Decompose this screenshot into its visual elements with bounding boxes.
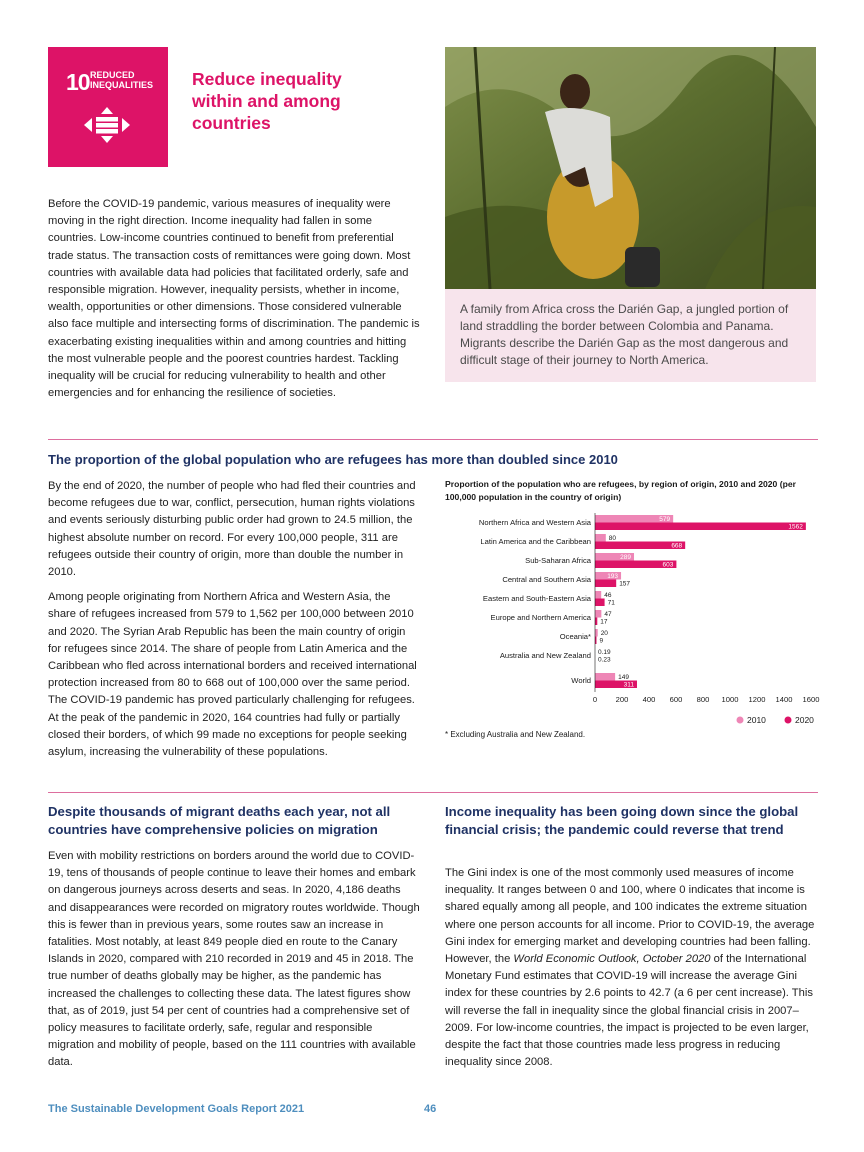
footer-report-title: The Sustainable Development Goals Report 2021 <box>48 1103 305 1115</box>
chart-tick-label: 0 <box>592 695 598 704</box>
migration-section-text: Even with mobility restrictions on borders around the world due to COVID-19, tens of thousands of people continue to leave their homes and embark on dangerous journeys across deserts and seas. In 2020, 4,186 deaths and disappearances were recorded on migratory routes worldwide. Though this is fewer than in previous years, some routes saw an increase in fatalities. Most notably, at least 849 people died en route to the Canary Islands in 2020, compared with 210 recorded in 2019 and 45 in 2018. The true number of deaths globally may be higher, as the pandemic has increased the challenges to collecting these data. The latest figures show that, as of 2019, just 54 per cent of countries had a comprehensive set of policy measures to facilitate orderly, safe, regular and responsible migration and mobility of people, based on the 111 countries with available data. <box>48 850 420 1069</box>
income-section-text <box>445 865 817 1071</box>
chart-data-label: 0.23 <box>598 656 611 664</box>
income-text-part-2: of the International Monetary Fund estimates that COVID-19 will increase the average Gini index for these countries by 2.6 points to 42.7 (a 6 per cent increase). This will reverse the fall in inequality since the global financial crisis in 2007–2009. For low-income countries, the impact is projected to be even larger, despite the fact that those countries made less progress in reducing inequality since 2008. <box>445 953 813 1069</box>
chart-footnote: * Excluding Australia and New Zealand. <box>445 730 586 739</box>
refugee-paragraph-2: Among people originating from Northern Africa and Western Asia, the share of refugees increased from 579 to 1,562 per 100,000 between 2010 and 2020. The Syrian Arab Republic has been the main country of origin for refugees since 2014. The share of people from Latin America and the Caribbean who fled across international borders and received international protection increased from 80 to 668 out of 100,000 over the same period. The COVID-19 pandemic has proved particularly challenging for refugees. At the peak of the pandemic in 2020, 164 countries had fully or partially closed their borders, of which 99 made no exceptions for people seeking asylum, increasing the vulnerability of these populations. <box>48 591 417 759</box>
page-number: 46 <box>424 1103 437 1115</box>
legend-label-2010: 2010 <box>747 715 766 725</box>
chart-category-label: World <box>571 676 591 685</box>
chart-data-label: 47 <box>604 611 612 619</box>
income-text-part-1: The Gini index is one of the most commonly used measures of income inequality. It ranges between 0 and 100, where 0 indicates that income is shared equally among all people, and 100 indicates the extreme situation where one person accounts for all income. Prior to COVID-19, the average Gini index for emerging market and developing countries had been falling. However, the <box>445 867 815 966</box>
chart-tick-label: 200 <box>615 695 629 704</box>
section-divider <box>48 439 818 440</box>
refugee-section-text <box>48 478 420 761</box>
chart-bar-2010 <box>595 534 606 542</box>
chart-tick-label: 600 <box>669 695 683 704</box>
goal-title: Reduce inequality within and among countries <box>192 69 342 133</box>
family-photo <box>445 47 816 289</box>
refugee-bar-chart <box>445 505 820 725</box>
weo-report-title: World Economic Outlook, October 2020 <box>513 953 711 966</box>
chart-tick-label: 1200 <box>748 695 766 704</box>
chart-bar-2020 <box>595 523 806 531</box>
chart-category-label: Australia and New Zealand <box>499 651 591 660</box>
chart-data-label: 20 <box>600 630 608 638</box>
chart-bar-2020 <box>595 599 605 607</box>
chart-bar-2010 <box>595 629 598 637</box>
chart-bar-2020 <box>595 618 597 626</box>
equality-arrows-icon <box>84 107 132 143</box>
refugee-section-heading: The proportion of the global population who are refugees has more than doubled since 2010 <box>48 452 618 467</box>
chart-tick-label: 800 <box>696 695 710 704</box>
chart-data-label: 80 <box>608 535 617 543</box>
chart-data-label: 289 <box>620 554 632 562</box>
chart-data-label: 1562 <box>788 523 803 531</box>
chart-category-label: Central and Southern Asia <box>502 575 591 584</box>
sdg-number: 10 <box>66 69 90 95</box>
chart-category-label: Europe and Northern America <box>490 613 591 622</box>
chart-data-label: 668 <box>671 542 683 550</box>
refugee-paragraph-1: By the end of 2020, the number of people who had fled their countries and become refugees due to war, conflict, persecution, human rights violations and events seriously disturbing public order had grown to 24.5 million, the highest absolute number on record. For every 100,000 people, 311 are refugees outside their country of origin, more than double the number in 2010. <box>48 480 416 579</box>
chart-category-label: Eastern and South-Eastern Asia <box>482 594 591 603</box>
photo-caption: A family from Africa cross the Darién Gap, a jungled portion of land straddling the border between Colombia and Panama. Migrants describe the Darién Gap as the most dangerous and difficult stage of their journey to North America. <box>445 289 816 382</box>
chart-data-label: 157 <box>619 580 631 588</box>
chart-tick-label: 400 <box>642 695 656 704</box>
chart-category-label: Oceania* <box>559 632 591 641</box>
income-section-heading: Income inequality has been going down since the global financial crisis; the pandemic could reverse that trend <box>445 804 799 837</box>
chart-data-label: 603 <box>662 561 674 569</box>
legend-swatch-2020 <box>785 717 792 724</box>
chart-data-label: 0.19 <box>598 649 611 657</box>
chart-bar-2020 <box>595 580 616 588</box>
intro-paragraph: Before the COVID-19 pandemic, various measures of inequality were moving in the right direction. Income inequality had fallen in some countries. Low-income countries continued to benefit from preferential trade status. The transaction costs of remittances were going down. Most countries with available data had policies that facilitated orderly, safe and responsible migration. However, inequality persists, whether in income, wealth, opportunities or other dimensions. Those considered vulnerable also face multiple and intersecting forms of discrimination. The pandemic is exacerbating existing inequalities within and among countries and hitting the most vulnerable people and the poorest countries hardest. Tackling inequality will be crucial for reducing vulnerability to health and other emergencies and for enhancing the resilience of societies. <box>48 198 420 400</box>
chart-data-label: 579 <box>659 516 671 524</box>
chart-tick-label: 1600 <box>802 695 820 704</box>
chart-title: Proportion of the population who are refugees, by region of origin, 2010 and 2020 (per 100,000 population in the country of origin) <box>445 479 796 502</box>
section-divider <box>48 792 818 793</box>
chart-bar-2010 <box>595 673 615 681</box>
chart-tick-label: 1400 <box>775 695 793 704</box>
chart-category-label: Northern Africa and Western Asia <box>478 518 591 527</box>
chart-data-label: 17 <box>600 618 608 626</box>
chart-data-label: 193 <box>607 573 619 581</box>
chart-category-label: Latin America and the Caribbean <box>480 537 591 546</box>
chart-data-label: 149 <box>618 674 629 682</box>
chart-data-label: 71 <box>607 599 615 607</box>
chart-data-label: 9 <box>599 637 604 645</box>
chart-bar-2010 <box>595 591 601 599</box>
sdg-label: REDUCED INEQUALITIES <box>90 70 154 90</box>
chart-data-label: 311 <box>623 681 634 689</box>
legend-swatch-2010 <box>737 717 744 724</box>
migration-section-heading: Despite thousands of migrant deaths each year, not all countries have comprehensive policies on migration <box>48 804 391 837</box>
legend-label-2020: 2020 <box>795 715 814 725</box>
sdg-10-badge <box>48 47 168 167</box>
chart-data-label: 46 <box>604 592 612 600</box>
chart-category-label: Sub-Saharan Africa <box>525 556 591 565</box>
chart-tick-label: 1000 <box>721 695 739 704</box>
chart-bar-2010 <box>595 610 601 618</box>
